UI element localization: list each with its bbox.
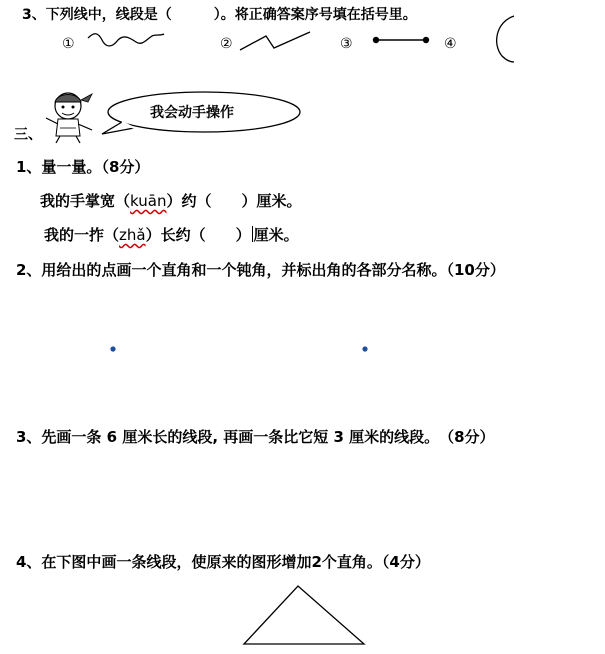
option-1-curve <box>86 30 166 54</box>
text-cursor <box>252 226 253 242</box>
option-3-label: ③ <box>340 36 353 52</box>
question-1-title: 1、量一量。（8分） <box>16 158 150 176</box>
option-3-segment <box>370 34 434 46</box>
line-1-text-b: ）约（ ）厘米。 <box>166 192 302 210</box>
question-4-title: 4、在下图中画一条线段，使原来的图形增加2个直角。（4分） <box>16 553 430 571</box>
line-2-text-a: 我的一拃（ <box>44 226 120 244</box>
banner-title: 我会动手操作 <box>150 105 234 121</box>
option-2-zigzag <box>238 30 314 54</box>
option-1-label: ① <box>62 36 75 52</box>
pinyin-kuan: kuān <box>130 192 167 210</box>
point-right <box>361 345 369 353</box>
option-2-label: ② <box>220 36 233 52</box>
question-2-title: 2、用给出的点画一个直角和一个钝角，并标出角的各部分名称。（10分） <box>16 261 505 279</box>
cartoon-kid-icon <box>40 88 100 144</box>
question-3-top: 3、下列线中，线段是（ ）。将正确答案序号填在括号里。 <box>22 7 417 23</box>
question-1-line-1 <box>40 190 301 211</box>
question-1-line-2 <box>44 224 299 245</box>
point-left <box>109 345 117 353</box>
option-4-label: ④ <box>444 36 457 52</box>
pinyin-zha: zhǎ <box>119 226 146 244</box>
line-2-text-c: 厘米。 <box>253 226 299 244</box>
line-2-text-b: ）长约（ ） <box>145 226 251 244</box>
line-1-text-a: 我的手掌宽（ <box>40 192 131 210</box>
question-3-title: 3、先画一条 6 厘米长的线段, 再画一条比它短 3 厘米的线段。 （8分） <box>16 428 495 446</box>
triangle-figure <box>240 582 370 648</box>
section-label: 三、 <box>14 127 42 143</box>
option-4-arc <box>490 14 530 64</box>
